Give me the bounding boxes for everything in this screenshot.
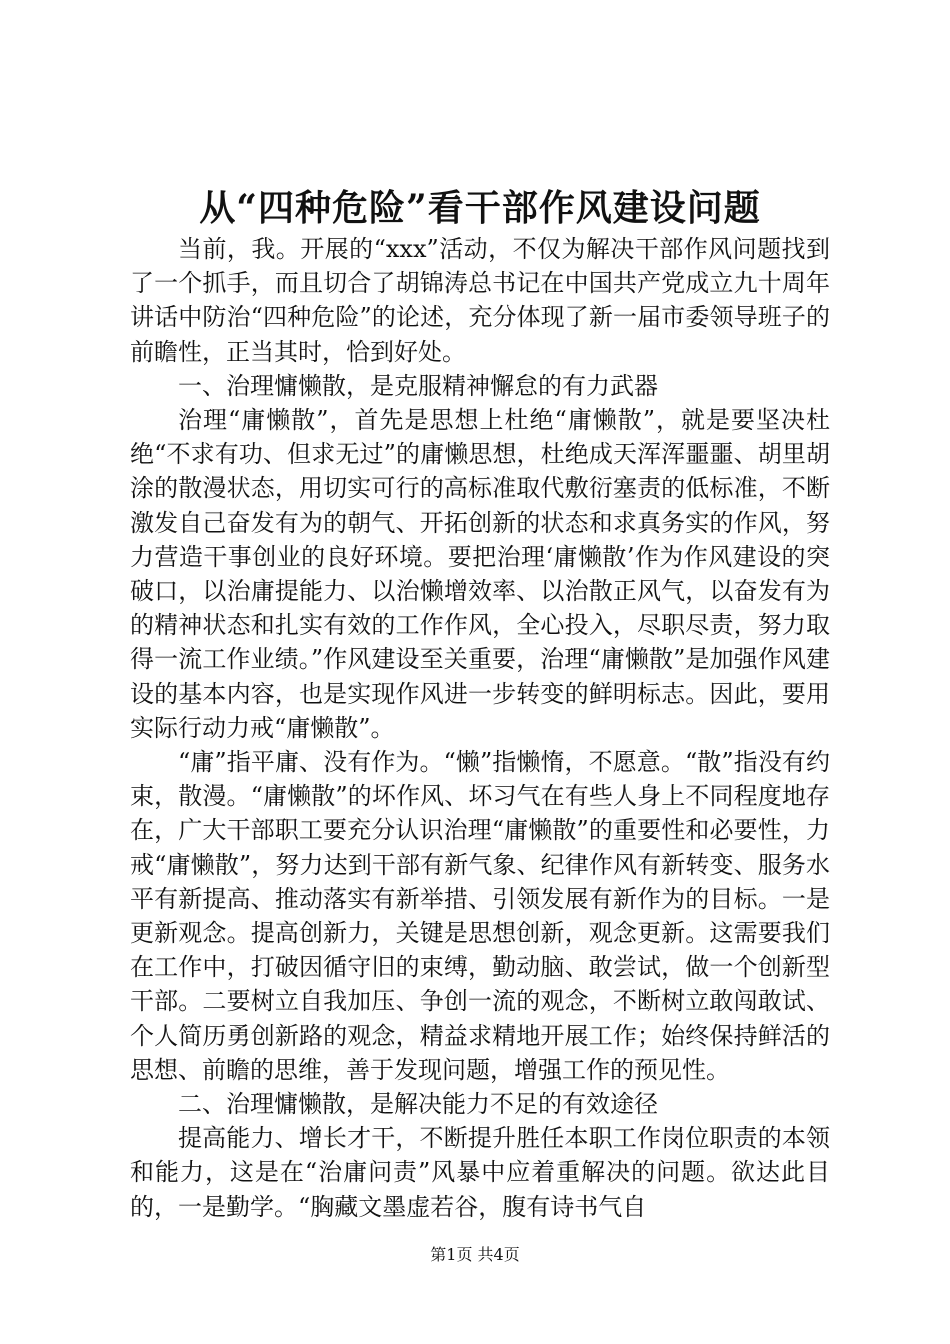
paragraph-section-2-a: 提高能力、增长才干，不断提升胜任本职工作岗位职责的本领和能力，这是在“治庸问责”风暴中应着重解决的问题。欲达此目的，一是勤学。“胸藏文墨虚若谷，腹有诗书气自: [130, 1124, 830, 1221]
paragraph-section-1-a: 治理“庸懒散”，首先是思想上杜绝“庸懒散”，就是要坚决杜绝“不求有功、但求无过”的庸懒思想，杜绝成天浑浑噩噩、胡里胡涂的散漫状态，用切实可行的高标准取代敷衍塞责的低标准，不断激发自己奋发有为的朝气、开拓创新的状态和求真务实的作风，努力营造干事创业的良好环境。要把治理‘庸懒散’作为作风建设的突破口，以治庸提能力、以治懒增效率、以治散正风气，以奋发有为的精神状态和扎实有效的工作作风，全心投入，尽职尽责，努力取得一流工作业绩。”作风建设至关重要，治理“庸懒散”是加强作风建设的基本内容，也是实现作风进一步转变的鲜明标志。因此，要用实际行动力戒“庸懒散”。: [130, 406, 830, 742]
paragraph-intro: 当前，我。开展的“xxx”活动，不仅为解决干部作风问题找到了一个抓手，而且切合了胡锦涛总书记在中国共产党成立九十周年讲话中防治“四种危险”的论述，充分体现了新一届市委领导班子的前瞻性，正当其时，恰到好处。: [130, 235, 830, 366]
paragraph-section-1-b: “庸”指平庸、没有作为。“懒”指懒惰，不愿意。“散”指没有约束，散漫。“庸懒散”的坏作风、坏习气在有些人身上不同程度地存在，广大干部职工要充分认识治理“庸懒散”的重要性和必要性，力戒“庸懒散”，努力达到干部有新气象、纪律作风有新转变、服务水平有新提高、推动落实有新举措、引领发展有新作为的目标。一是更新观念。提高创新力，关键是思想创新，观念更新。这需要我们在工作中，打破因循守旧的束缚，勤动脑、敢尝试，做一个创新型干部。二要树立自我加压、争创一流的观念，不断树立敢闯敢试、个人简历勇创新路的观念，精益求精地开展工作；始终保持鲜活的思想、前瞻的思维，善于发现问题，增强工作的预见性。: [130, 748, 830, 1084]
document-title: 从“四种危险”看干部作风建设问题: [199, 187, 761, 229]
section-heading-2: 二、治理慵懒散，是解决能力不足的有效途径: [178, 1090, 658, 1119]
document-body: [130, 232, 830, 1224]
section-heading-1: 一、治理慵懒散，是克服精神懈怠的有力武器: [178, 371, 658, 400]
page-footer: 第1页 共4页: [430, 1245, 520, 1264]
